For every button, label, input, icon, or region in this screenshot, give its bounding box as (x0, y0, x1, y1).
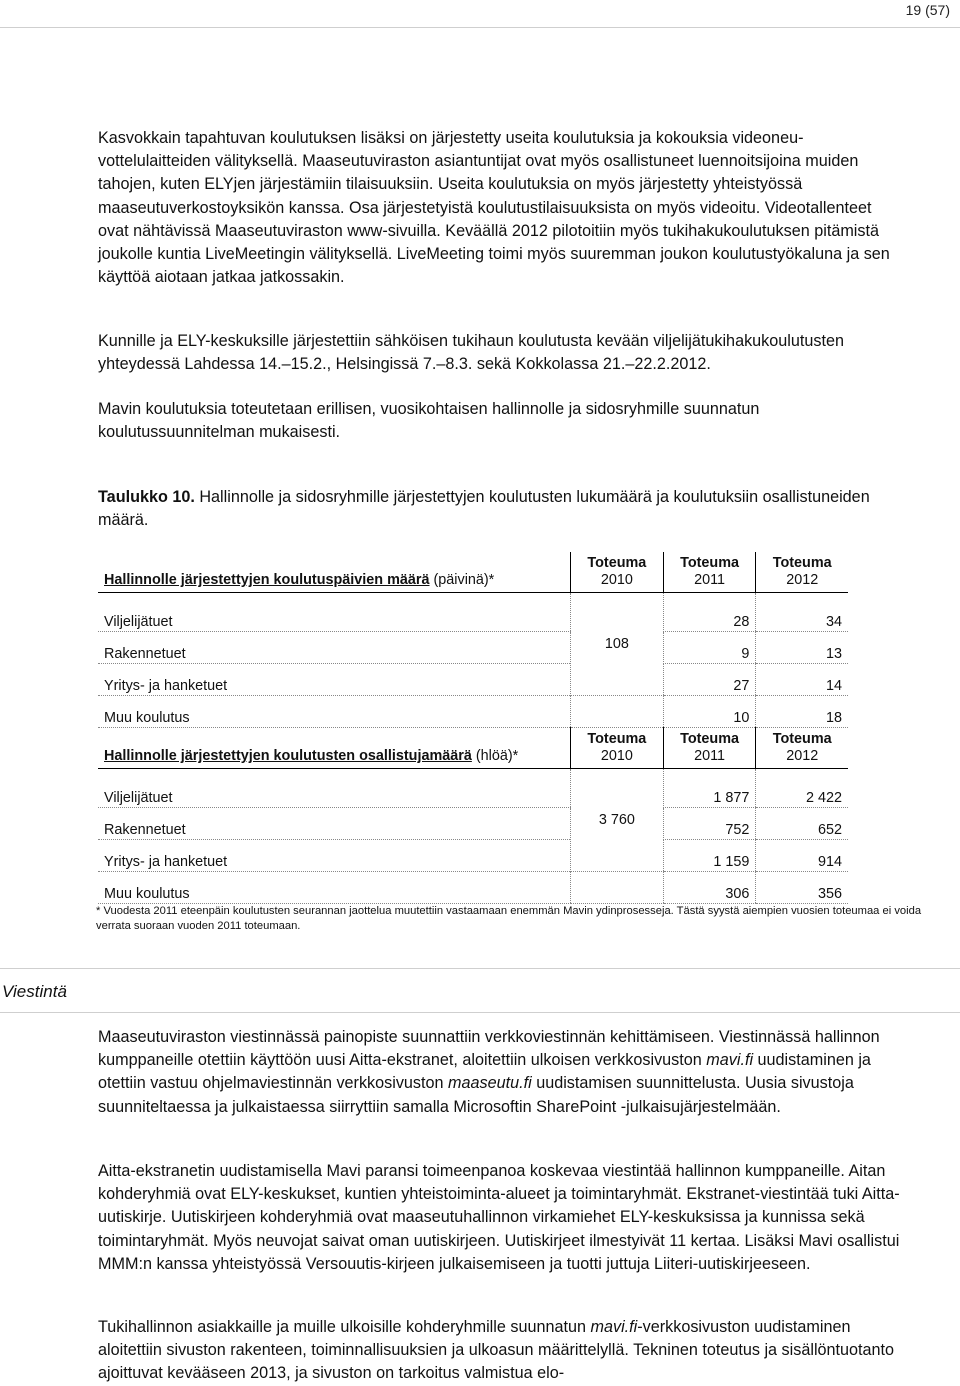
table-cell: 34 (756, 593, 848, 632)
paragraph-koulutukset: Kasvokkain tapahtuvan koulutuksen lisäksi on järjestetty useita koulutuksia ja kokouksia videoneu-vottelulaitteiden välityksellä. Maaseutuviraston asiantuntijat ovat myös osallistuneet luennoitsijoina muiden tahojen, kuten ELYjen järjestämiin tilaisuuksiin. Useita koulutuksia on myös järjestetty yhteistyössä maaseutuverkostoyksikön kanssa. Osa järjestetyistä koulutustilaisuuksista on myös videoitu. Videotallenteet ovat nähtävissä Maaseutuviraston www-sivuilla. Keväällä 2012 pilotoitiin myös tukihakukoulutuksen pitämistä joukolle kuntia LiveMeetingin välityksellä. LiveMeeting toimi myös suuremman joukon koulutustyökaluna ja sen käyttöä aiotaan jatkaa jatkossakin. (98, 129, 890, 287)
table2-header-unit: (hlöä)* (471, 748, 519, 764)
table1-header-bold: Hallinnolle järjestettyjen koulutuspäivien määrä (104, 572, 430, 588)
table-row (98, 696, 848, 728)
table-caption-text: Hallinnolle ja sidosryhmille järjestettyjen koulutusten lukumäärä ja koulutuksiin osallistuneiden määrä. (98, 488, 870, 530)
table-caption (98, 486, 906, 532)
paragraph-koulutussuunnitelma: Mavin koulutuksia toteutetaan erillisen, vuosikohtaisen hallinnolle ja sidosryhmille suunnatun koulutussuunnitelman mukaisesti. (98, 400, 760, 442)
table2-col-2010 (571, 728, 664, 769)
table-cell: 914 (756, 840, 848, 872)
table1-merged-2010: 108 (571, 593, 664, 696)
table-row (98, 840, 848, 872)
table-cell: 13 (756, 632, 848, 664)
table1-header-unit: (päivinä)* (429, 572, 495, 588)
table2-col-2010-year: 2010 (600, 748, 633, 764)
mavi-site-name: mavi.fi (706, 1051, 754, 1070)
table-cell: 1 877 (663, 769, 756, 808)
table-cell-empty (571, 696, 664, 728)
table-row (98, 593, 848, 632)
table-cell: 306 (663, 872, 756, 904)
paragraph-sahkoinen-tukihaku: Kunnille ja ELY-keskuksille järjestettiin sähköisen tukihaun koulutusta kevään viljelijätukihakukoulutusten yhteydessä Lahdessa 14.–15.2., Helsingissä 7.–8.3. sekä Kokkolassa 21.–22.2.2012. (98, 332, 844, 374)
table-row-label: Viljelijätuet (98, 593, 571, 632)
p4-text-c: uudistamisen suunnittelusta. Uusia sivustoja suunniteltaessa ja julkaistaessa siirryttiin samalla Microsoftin SharePoint -julkaisujärjestelmään. (98, 1074, 854, 1116)
table2-col-2011-year: 2011 (694, 748, 726, 764)
table-row-label: Yritys- ja hanketuet (98, 840, 571, 872)
table1-col-2011-label: Toteuma (680, 555, 739, 571)
table1-col-2012 (756, 552, 848, 593)
table2-col-2011 (663, 728, 756, 769)
table2-col-2011-label: Toteuma (680, 731, 739, 747)
table2-merged-2010: 3 760 (571, 769, 664, 872)
p4-text-a: Maaseutuviraston viestinnässä painopiste suunnattiin verkkoviestinnän kehittämiseen. Viestinnässä hallinnon kumppaneille otettiin käyttöön uusi Aitta-ekstranet, aloitettiin ulkoisen verkkosivuston (98, 1028, 880, 1070)
table1-col-2010-year: 2010 (600, 572, 633, 588)
table1-col-2010-label: Toteuma (587, 555, 647, 571)
table-cell: 14 (756, 664, 848, 696)
table2-header-row (98, 728, 848, 769)
section-heading: Viestintä (2, 982, 67, 1001)
table2-col-2012-year: 2012 (786, 748, 819, 764)
table-cell: 1 159 (663, 840, 756, 872)
table1-col-2010 (571, 552, 664, 593)
maaseutu-site-name: maaseutu.fi (448, 1074, 532, 1093)
table1-col-2011-year: 2011 (694, 572, 726, 588)
table-row-label: Rakennetuet (98, 808, 571, 840)
table2-header-bold: Hallinnolle järjestettyjen koulutusten osallistujamäärä (104, 748, 472, 764)
table-caption-label: Taulukko 10. (98, 488, 195, 506)
paragraph-aitta-ekstranet: Aitta-ekstranetin uudistamisella Mavi paransi toimeenpanoa koskevaa viestintää hallinnon kumppaneille. Aitan kohderyhmiä ovat ELY-keskukset, kuntien yhteistoiminta-alueet ja toimintaryhmät. Ekstranet-viestintää tuki Aitta-uutiskirje. Uutiskirjeen kohderyhmiä ovat maaseutuhallinnon virkamiehet ELY-keskuksissa ja kunnissa sekä toimintaryhmät. Myös neuvojat saivat oman uutiskirjeen. Uutiskirjeet ilmestyivät 11 kertaa. Lisäksi Mavi osallistui MMM:n kanssa yhteistyössä Versouutis-kirjeen julkaisemiseen ja tuotti juttuja Liiteri-uutiskirjeeseen. (98, 1162, 900, 1273)
table-row (98, 664, 848, 696)
table-cell: 9 (663, 632, 756, 664)
table-row (98, 872, 848, 904)
table-row (98, 632, 848, 664)
table-row-label: Yritys- ja hanketuet (98, 664, 571, 696)
table2-col-2010-label: Toteuma (587, 731, 647, 747)
header-divider (0, 27, 960, 28)
table2-header-label (98, 728, 571, 769)
section-divider-bottom (0, 1012, 960, 1013)
table-cell: 28 (663, 593, 756, 632)
table1-header-label (98, 552, 571, 593)
table1-col-2012-year: 2012 (786, 572, 819, 588)
p6-text-a: Tukihallinnon asiakkaille ja muille ulkoisille kohderyhmille suunnatun (98, 1318, 591, 1336)
paragraph-verkkoviestinta (98, 1026, 906, 1119)
table-row (98, 769, 848, 808)
mavi-site-name-2: mavi.fi (590, 1318, 638, 1336)
table1-col-2012-label: Toteuma (772, 555, 832, 571)
table-row-label: Muu koulutus (98, 696, 571, 728)
table1-col-2011 (663, 552, 756, 593)
table-row-label: Rakennetuet (98, 632, 571, 664)
table-cell: 2 422 (756, 769, 848, 808)
table-row (98, 808, 848, 840)
table2-col-2012-label: Toteuma (772, 731, 832, 747)
table-cell: 356 (756, 872, 848, 904)
paragraph-mavi-fi (98, 1316, 906, 1386)
table-cell: 10 (663, 696, 756, 728)
table-cell: 652 (756, 808, 848, 840)
table-cell: 27 (663, 664, 756, 696)
table-footnote: * Vuodesta 2011 eteenpäin koulutusten seurannan jaottelua muutettiin vastaamaan enemmän Mavin ydinprosesseja. Tästä syystä aiempien vuosien toteumaa ei voida verrata suoraan vuoden 2011 toteumaan. (96, 905, 922, 932)
table-cell: 752 (663, 808, 756, 840)
table2-col-2012 (756, 728, 848, 769)
section-divider-top (0, 968, 960, 969)
p4-text-b: uudistaminen ja otettiin vastuu ohjelmaviestinnän verkkosivuston (98, 1051, 871, 1093)
training-table (98, 552, 848, 904)
table-cell-empty (571, 872, 664, 904)
page-number: 19 (57) (905, 2, 950, 18)
table-row-label: Muu koulutus (98, 872, 571, 904)
table-cell: 18 (756, 696, 848, 728)
table1-header-row (98, 552, 848, 593)
p6-text-b: -verkkosivuston uudistaminen aloitettiin sivuston rakenteen, toiminnallisuuksien ja ulkoasun määrittelyllä. Tekninen toteutus ja sisällöntuotanto ajoittuvat kevääseen 2013, ja sivuston on tarkoitus valmistua elo- (98, 1318, 895, 1383)
table-row-label: Viljelijätuet (98, 769, 571, 808)
